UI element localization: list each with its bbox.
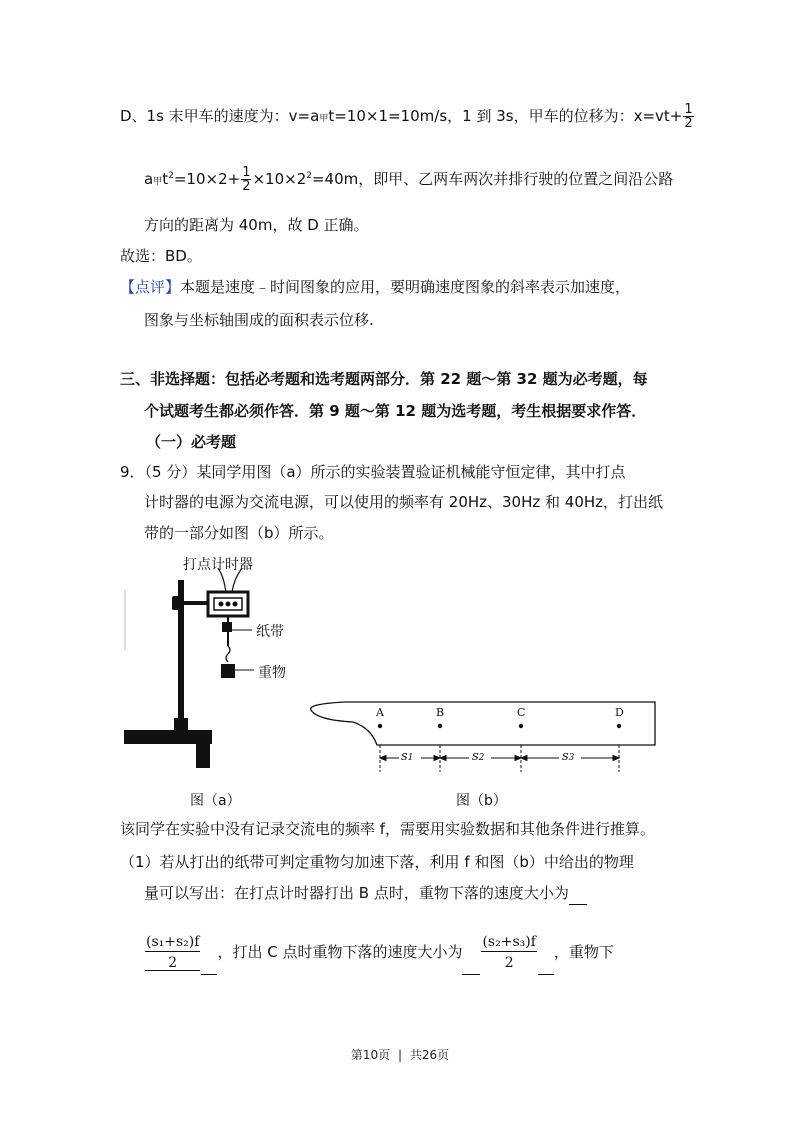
section3-subhead: （一）必考题 — [146, 433, 237, 451]
label-s1: s1 — [401, 749, 414, 764]
figure-b-tape — [305, 690, 665, 790]
point-label-a: A — [376, 706, 384, 719]
page-footer — [0, 1046, 800, 1063]
question9-line2: 计时器的电源为交流电源，可以使用的频率有 20Hz、30Hz 和 40Hz，打出纸 — [144, 493, 664, 511]
page-number: 第10页 — [350, 1048, 391, 1062]
comment-tag: 【点评】 — [120, 278, 181, 296]
point-label-b: B — [436, 706, 445, 719]
question9-line3: 带的一部分如图（b）所示。 — [144, 524, 334, 542]
answer-blank-start — [569, 882, 587, 905]
part1-line2: 量可以写出：在打点计时器打出 B 点时，重物下落的速度大小为 — [144, 882, 587, 905]
answer-line: 故选：BD。 — [120, 247, 202, 265]
answer2-fraction: $\frac{\text{(s₂+s₃)f}}{2}$ — [482, 934, 536, 971]
section3-line2: 个试题考生都必须作答．第 9 题～第 12 题为选考题，考生根据要求作答． — [144, 402, 647, 420]
answer2-blank — [538, 930, 554, 975]
point-label-c: C — [517, 706, 526, 719]
figure-b-caption: 图（b） — [456, 793, 507, 809]
footer-separator: | — [397, 1048, 403, 1062]
fraction-half-2: $\frac{1}{2}$ — [242, 165, 251, 194]
comment-line1: 【点评】本题是速度﹣时间图象的应用，要明确速度图象的斜率表示加速度， — [120, 278, 631, 296]
comment-line2: 图象与坐标轴围成的面积表示位移. — [144, 311, 374, 329]
answer1-fraction: $\frac{\text{(s₁+s₂)f}}{2}$ — [146, 933, 200, 971]
part1-line1: （1）若从打出的纸带可判定重物匀加速下落，利用 f 和图（b）中给出的物理 — [120, 853, 634, 871]
answer2-blank-start — [462, 930, 480, 975]
section3-line1: 三、非选择题：包括必考题和选考题两部分．第 22 题～第 32 题为必考题，每 — [120, 370, 648, 388]
label-tape: 纸带 — [256, 624, 284, 640]
figure-a-apparatus — [118, 550, 328, 780]
fraction-half: $\frac{1}{2}$ — [684, 102, 693, 131]
label-s2: s2 — [472, 749, 485, 764]
label-timer: 打点计时器 — [183, 557, 253, 573]
solution-d-line2: a甲$t^2=10\times 2+$ $\frac{1}{2}$ $\times 10\times 2^2=40m$，即甲、乙两车两次并排行驶的位置之间沿公路 — [144, 165, 674, 194]
label-weight: 重物 — [258, 665, 286, 681]
solution-d-line3: 方向的距离为 40m，故 D 正确。 — [144, 216, 369, 234]
question9-line1: 9．（5 分）某同学用图（a）所示的实验装置验证机械能守恒定律，其中打点 — [120, 463, 626, 481]
dot-a — [378, 724, 382, 728]
dot-c — [519, 724, 523, 728]
answer1-blank — [201, 930, 217, 975]
solution-d-line1: D、1s 末甲车的速度为：v=a甲t=10×1=10m/s，1 到 3s，甲车的位移为：x=vt+ $\frac{1}{2}$ — [120, 102, 693, 131]
dot-d — [617, 724, 621, 728]
dot-b — [438, 724, 442, 728]
body-line-frequency: 该同学在实验中没有记录交流电的频率 f，需要用实验数据和其他条件进行推算。 — [120, 820, 656, 838]
part1-line3: $\frac{\text{(s₁+s₂)f}}{2}$ ，打出 C 点时重物下落的速度大小为 $\frac{\text{(s₂+s₃)f}}{2}$ ，重物下 — [144, 930, 614, 974]
label-s3: s3 — [562, 749, 575, 764]
figure-a-caption: 图（a） — [190, 793, 241, 809]
page-total: 共26页 — [409, 1048, 450, 1062]
point-label-d: D — [615, 706, 624, 719]
